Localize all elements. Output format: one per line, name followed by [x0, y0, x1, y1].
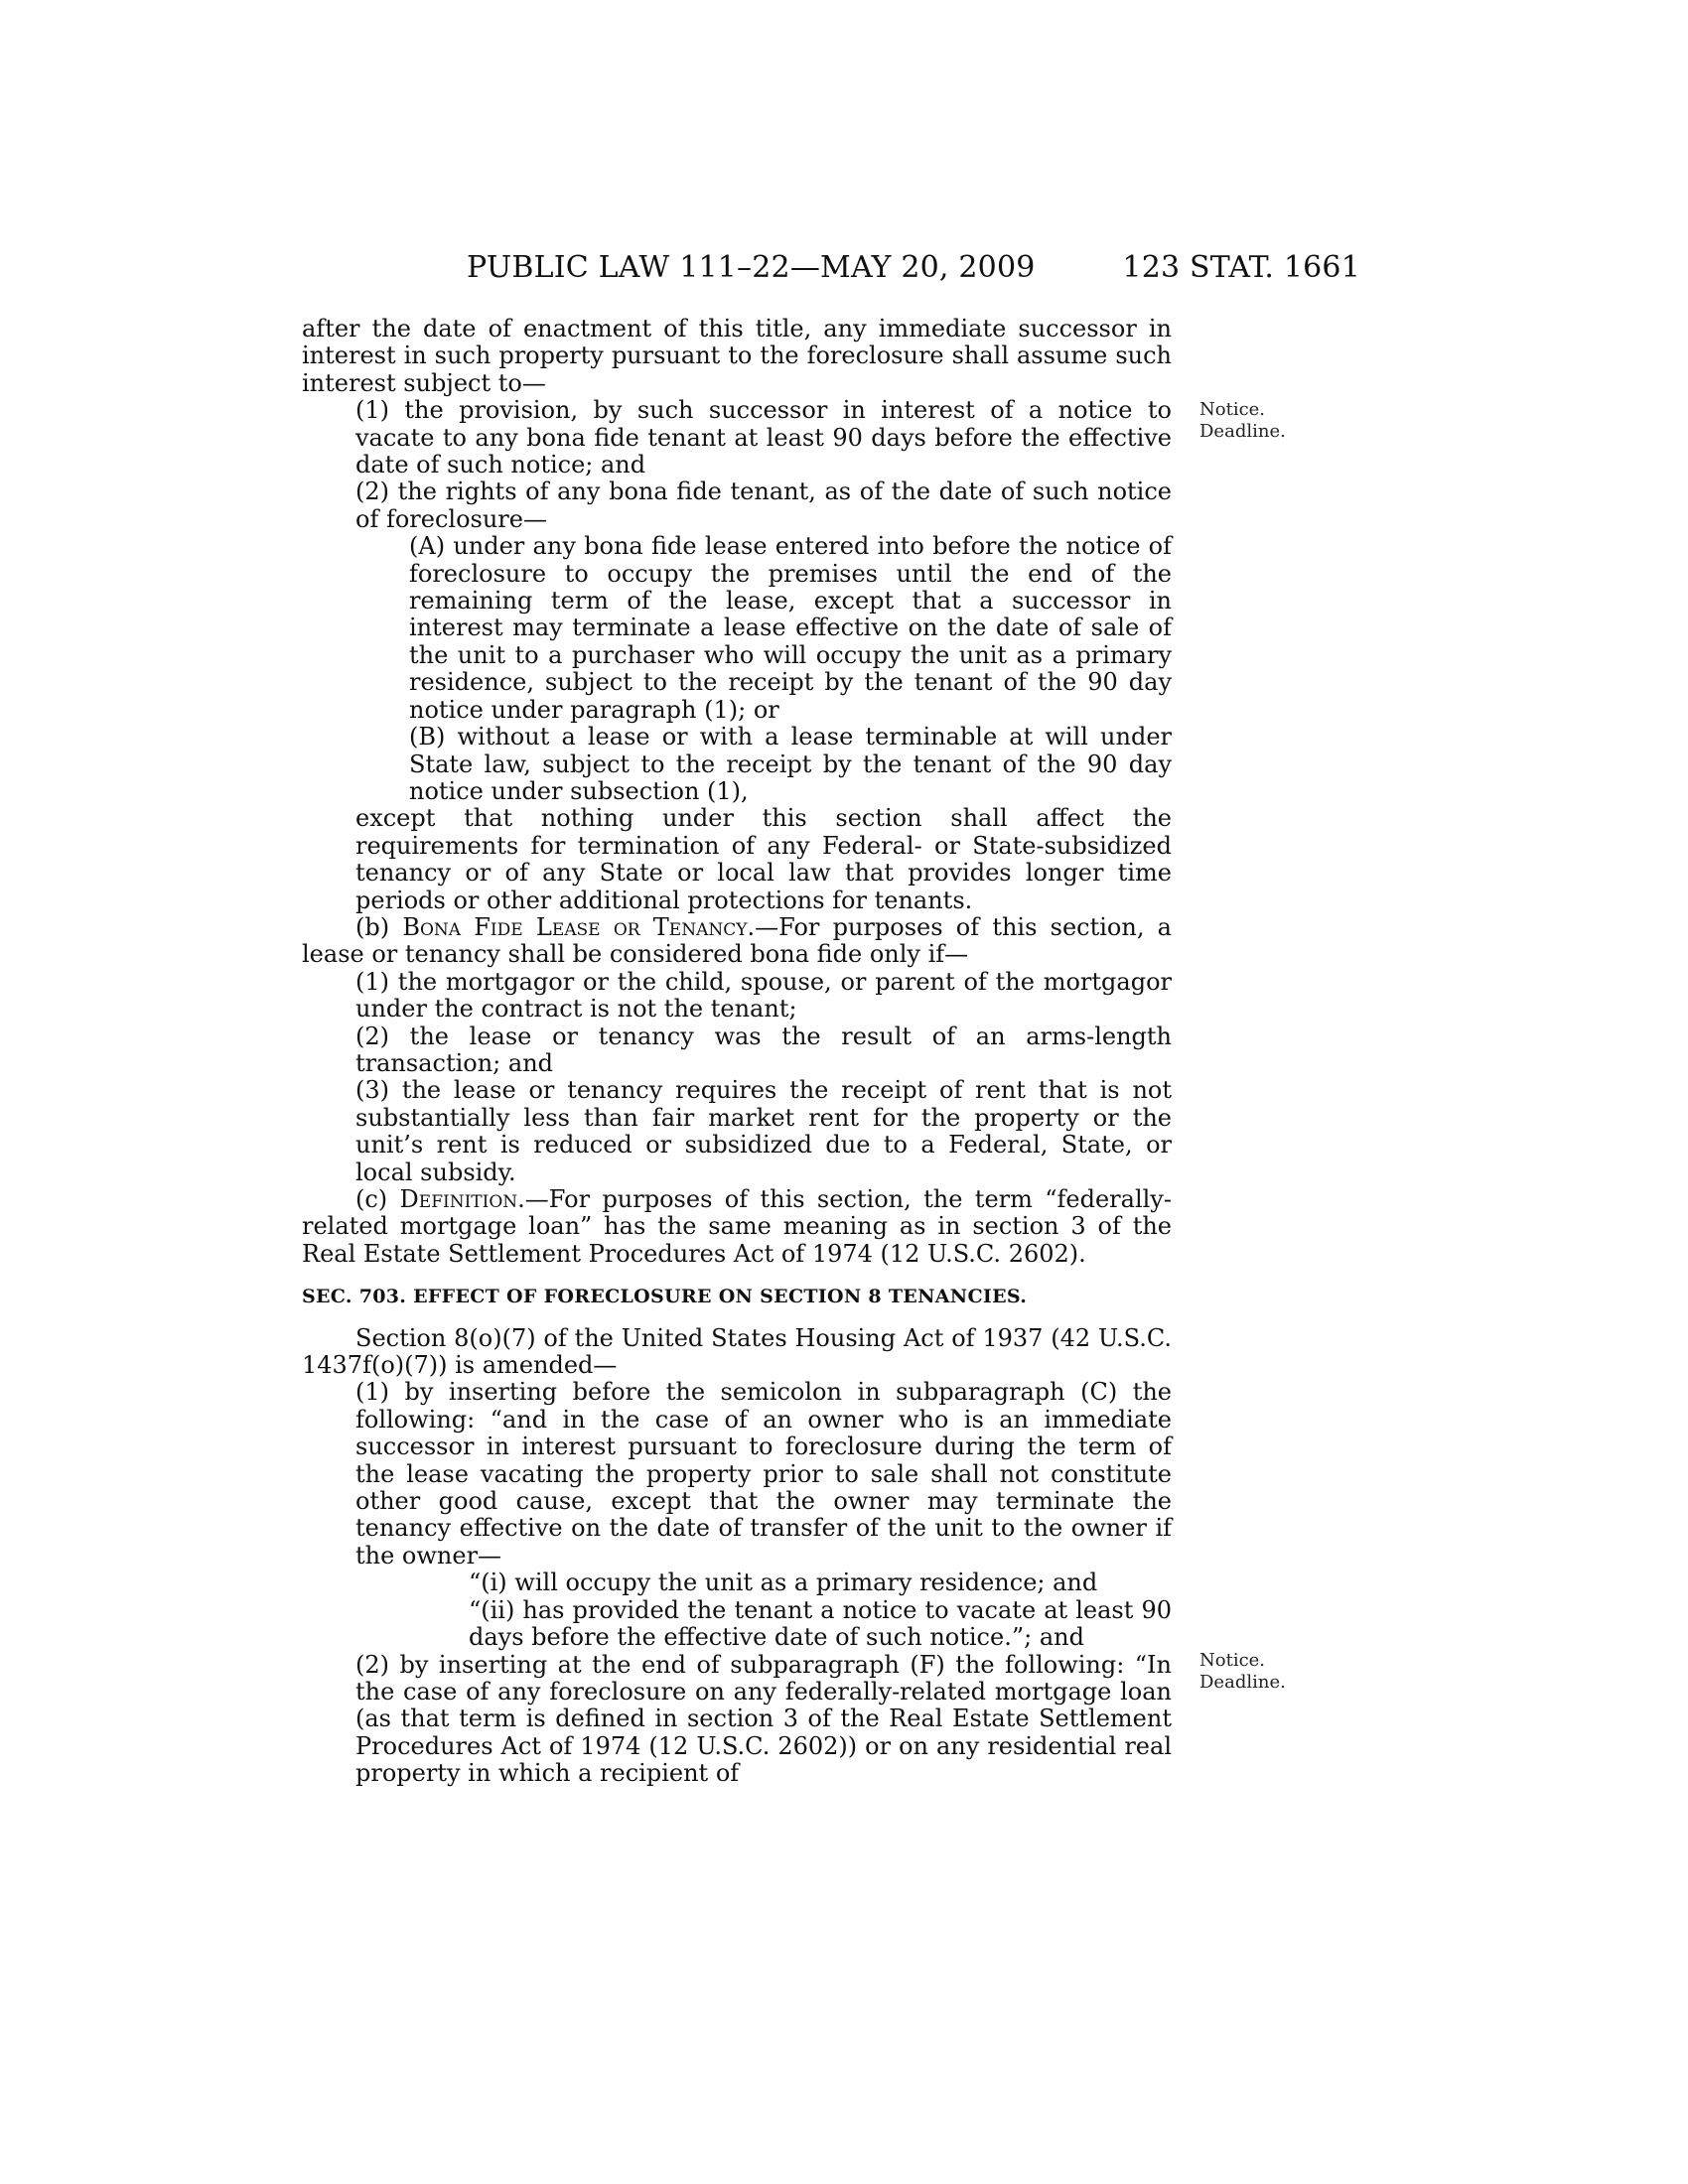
subsection-b-heading: Bona Fide Lease or Tenancy — [402, 912, 748, 941]
page-header — [467, 250, 1360, 290]
subsection-b-1: (1) the mortgagor or the child, spouse, or parent of the mortgagor under the contract is not the tenant; — [355, 967, 1172, 1024]
section-intro: Section 8(o)(7) of the United States Housing Act of 1937 (42 U.S.C. 1437f(o)(7)) is amended— — [302, 1323, 1172, 1380]
subsection-b-3: (3) the lease or tenancy requires the receipt of rent that is not substantially less than fair market rent for the property or the unit’s rent is reduced or subsidized due to a Federal, State, or local subsidy. — [355, 1076, 1172, 1186]
amendment-1: (1) by inserting before the semicolon in subparagraph (C) the following: “and in the case of an owner who is an immediate successor in interest pursuant to foreclosure during the term of the lease vacating the property prior to sale shall not constitute other good cause, except that the owner may terminate the tenancy effective on the date of transfer of the unit to the owner if the owner— — [355, 1378, 1172, 1570]
document-body — [302, 316, 1172, 1788]
subsection-b — [302, 914, 1172, 969]
section-heading: SEC. 703. EFFECT OF FORECLOSURE ON SECTION 8 TENANCIES. — [302, 1286, 1028, 1308]
margin-note — [1199, 399, 1286, 443]
margin-note — [1199, 1650, 1286, 1694]
subsection-c — [302, 1186, 1172, 1268]
subparagraph-b: (B) without a lease or with a lease terminable at will under State law, subject to the receipt by the tenant of the 90 day notice under subsection (1), — [409, 723, 1172, 805]
margin-note-deadline: Deadline. — [1199, 1672, 1286, 1693]
amendment-2: (2) by inserting at the end of subparagraph (F) the following: “In the case of any foreclosure on any federally-related mortgage loan (as that term is defined in section 3 of the Real Estate Settlement Procedures Act of 1974 (12 U.S.C. 2602)) or on any residential real property in which a recipient of — [355, 1650, 1172, 1788]
subsection-c-text: .—For purposes of this section, the term “federally-related mortgage loan” has the same meaning as in section 3 of the Real Estate Settlement Procedures Act of 1974 (12 U.S.C. 2602). — [302, 1185, 1172, 1268]
running-head: PUBLIC LAW 111–22—MAY 20, 2009 — [467, 250, 1036, 285]
subsection-c-label: (c) — [355, 1185, 388, 1213]
amendment-clause-ii: “(ii) has provided the tenant a notice to vacate at least 90 days before the effective date of such notice.”; and — [469, 1595, 1172, 1652]
paragraph-1: (1) the provision, by such successor in interest of a notice to vacate to any bona fide tenant at least 90 days before the effective date of such notice; and — [355, 396, 1172, 479]
margin-note-notice: Notice. — [1199, 1650, 1266, 1671]
amendment-clause-i: “(i) will occupy the unit as a primary residence; and — [469, 1569, 1098, 1597]
subsection-b-text: .—For purposes of this section, a lease or tenancy shall be considered bona fide only if— — [302, 912, 1172, 969]
margin-note-deadline: Deadline. — [1199, 421, 1286, 442]
subparagraph-a: (A) under any bona fide lease entered into before the notice of foreclosure to occupy the premises until the end of the remaining term of the lease, except that a successor in interest may terminate a lease effective on the date of sale of the unit to a purchaser who will occupy the unit as a primary residence, subject to the receipt by the tenant of the 90 day notice under paragraph (1); or — [409, 532, 1172, 724]
flush-paragraph: except that nothing under this section shall affect the requirements for termination of any Federal- or State-subsidized tenancy or of any State or local law that provides longer time periods or other additional protections for tenants. — [355, 804, 1172, 914]
stat-page-number: 123 STAT. 1661 — [1122, 250, 1360, 285]
paragraph-continuation: after the date of enactment of this title, any immediate successor in interest in such property pursuant to the foreclosure shall assume such interest subject to— — [302, 315, 1172, 397]
subsection-b-2: (2) the lease or tenancy was the result of an arms-length transaction; and — [355, 1022, 1172, 1077]
margin-note-notice: Notice. — [1199, 399, 1266, 420]
subsection-c-heading: Definition — [399, 1185, 518, 1213]
subsection-b-label: (b) — [355, 912, 390, 941]
paragraph-2: (2) the rights of any bona fide tenant, as of the date of such notice of foreclosure— — [355, 478, 1172, 533]
